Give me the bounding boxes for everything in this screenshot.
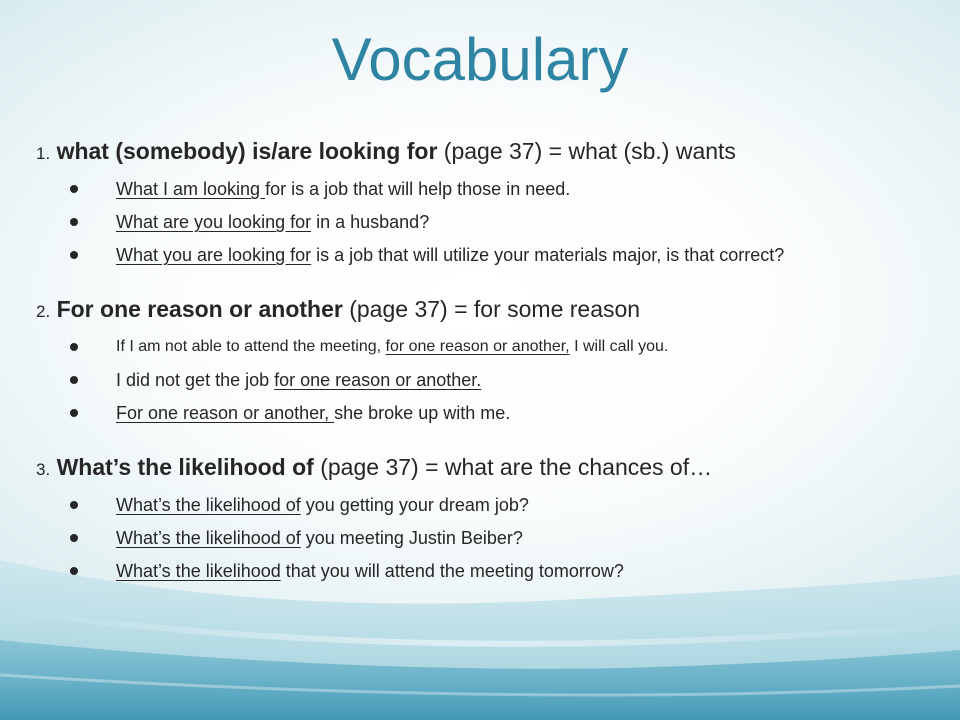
example-phrase: What you are looking for (116, 245, 312, 265)
example-sentence (36, 401, 936, 425)
bullet-icon (70, 185, 78, 193)
vocab-heading (36, 295, 936, 326)
example-text: you meeting Justin Beiber? (300, 528, 523, 548)
bullet-icon (70, 376, 78, 384)
vocab-item-1 (36, 137, 936, 267)
example-sentence (36, 177, 936, 201)
example-sentence (36, 335, 936, 359)
item-number: 1. (36, 144, 51, 163)
vocab-definition: (page 37) = what are the chances of… (320, 454, 713, 480)
example-text: that you will attend the meeting tomorrow? (280, 561, 624, 581)
example-phrase: for one reason or another, (385, 338, 570, 355)
example-phrase: What’s the likelihood of (116, 495, 301, 515)
example-sentence (36, 243, 936, 267)
example-phrase: What’s the likelihood of (116, 528, 301, 548)
bullet-icon (70, 251, 78, 259)
vocab-heading (36, 453, 936, 484)
example-text: in a husband? (311, 212, 430, 232)
example-text: I did not get the job (116, 370, 275, 390)
vocab-heading (36, 137, 936, 168)
vocab-term: what (somebody) is/are looking for (56, 138, 438, 164)
example-text: is a job that will utilize your materials major, is that correct? (311, 245, 785, 265)
item-number: 2. (36, 302, 51, 321)
example-phrase: What’s the likelihood (116, 561, 281, 581)
example-sentence (36, 368, 936, 392)
bullet-icon (70, 218, 78, 226)
example-list (36, 335, 936, 425)
bullet-icon (70, 567, 78, 575)
vocab-term: What’s the likelihood of (56, 454, 314, 480)
vocab-definition: (page 37) = for some reason (349, 296, 641, 322)
example-text: If I am not able to attend the meeting, (116, 338, 386, 355)
example-list (36, 177, 936, 267)
example-phrase: What I am looking (116, 179, 266, 199)
example-list (36, 493, 936, 583)
item-number: 3. (36, 460, 51, 479)
example-sentence (36, 526, 936, 550)
slide-title: Vocabulary (331, 26, 629, 93)
vocabulary-list (36, 137, 936, 583)
example-phrase: for one reason or another. (274, 370, 482, 390)
example-phrase: For one reason or another, (116, 403, 335, 423)
vocab-item-2 (36, 295, 936, 425)
example-text: you getting your dream job? (300, 495, 529, 515)
example-sentence (36, 493, 936, 517)
bullet-icon (70, 501, 78, 509)
example-phrase: What are you looking for (116, 212, 312, 232)
example-sentence (36, 559, 936, 583)
example-text: for is a job that will help those in need. (265, 179, 571, 199)
bullet-icon (70, 534, 78, 542)
bullet-icon (70, 343, 78, 351)
bullet-icon (70, 409, 78, 417)
example-text: she broke up with me. (334, 403, 511, 423)
vocab-item-3 (36, 453, 936, 583)
vocab-term: For one reason or another (56, 296, 343, 322)
example-sentence (36, 210, 936, 234)
example-text: I will call you. (569, 338, 669, 355)
vocab-definition: (page 37) = what (sb.) wants (443, 138, 736, 164)
